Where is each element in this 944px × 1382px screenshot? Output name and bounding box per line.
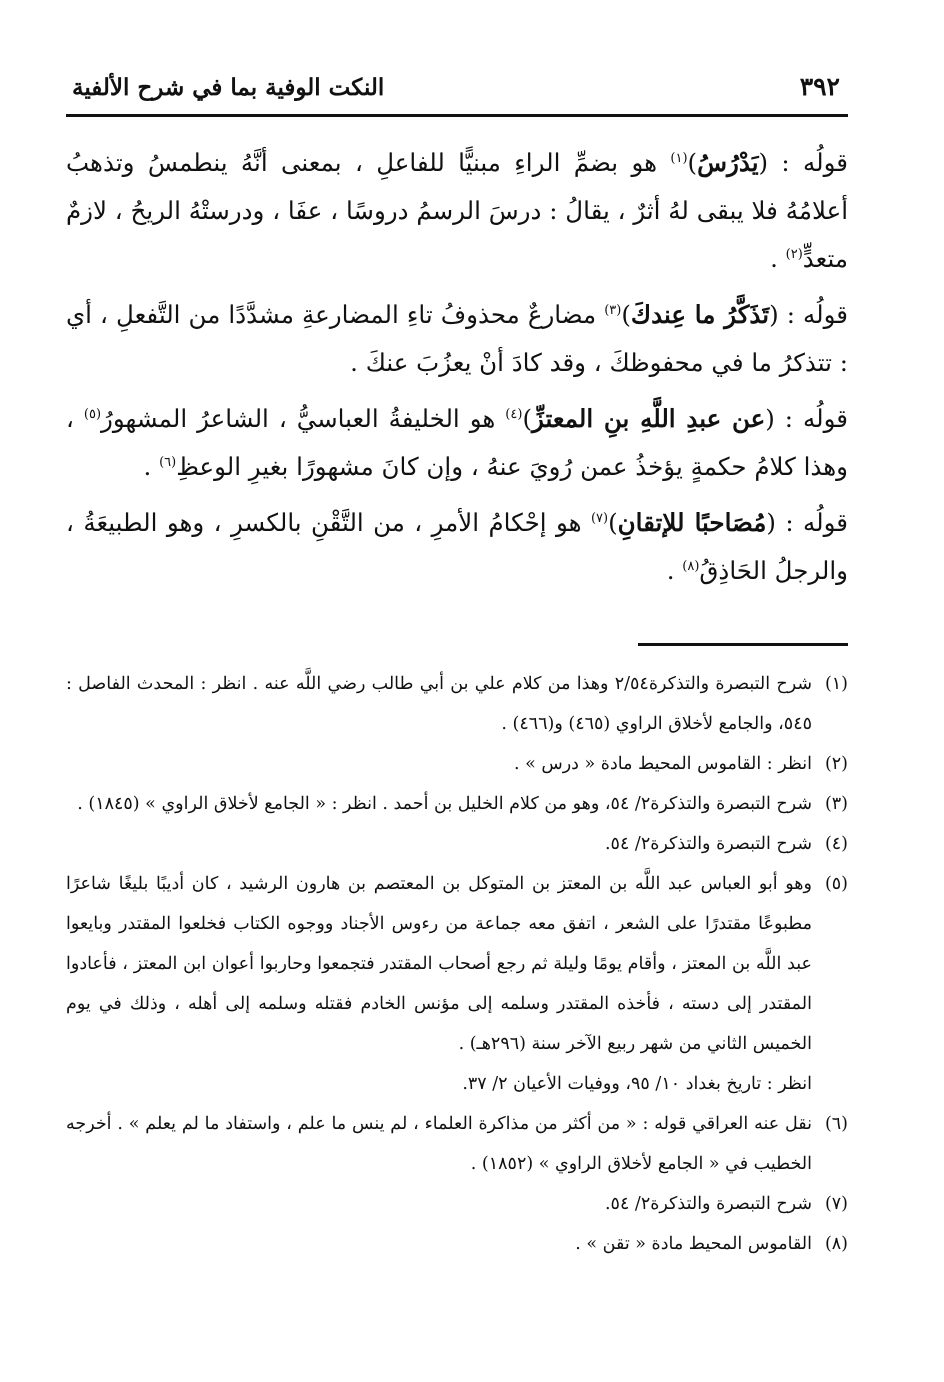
footnote-number: (٢) (824, 754, 848, 774)
commentary-text: مضارعٌ محذوفُ تاءِ المضارعةِ مشدَّدًا من التَّفعلِ ، أي : تتذكرُ ما في محفوظكَ ، وقد كادَ أنْ يعزُبَ عنكَ . (66, 300, 848, 377)
commentary-text: هو إحْكامُ الأمرِ ، من التَّقْنِ بالكسرِ ، وهو الطبيعَةُ ، والرجلُ الحَاذِقُ (66, 508, 848, 585)
footnote-ref[interactable]: (٨) (682, 558, 700, 574)
footnote-number: (٣) (824, 794, 848, 814)
commentary-text: . (666, 556, 683, 585)
lemma: مُصَاحبًا للإتقانِ (617, 508, 767, 537)
footnote-ref[interactable]: (٦) (159, 454, 177, 470)
paragraph-tadhakkar (66, 291, 848, 387)
footnote-number: (٥) (824, 874, 848, 894)
footnotes (66, 664, 848, 1264)
page-number: ٣٩٢ (799, 72, 840, 101)
lemma-intro: قولُه : ( (765, 404, 848, 433)
paragraph-yadrus (66, 139, 848, 283)
footnote-ref[interactable]: (٤) (505, 406, 523, 422)
commentary-text: ، وهذا كلامُ حكمةٍ يؤخذُ عمن رُويَ عنهُ ، وإن كانَ مشهورًا بغيرِ الوعظِ (66, 404, 848, 481)
lemma-intro: قولُه : ( (758, 148, 848, 177)
page-header (66, 62, 848, 117)
footnote-1 (66, 664, 848, 744)
footnote-text: شرح التبصرة والتذكرة٢/ ٥٤، وهو من كلام الخليل بن أحمد . انظر : « الجامع لأخلاق الراوي » (١٨٤٥) . (77, 794, 812, 814)
footnote-ref[interactable]: (٣) (604, 302, 622, 318)
paragraph-itqan (66, 499, 848, 595)
footnote-5 (66, 864, 848, 1064)
footnote-text: نقل عنه العراقي قوله : « من أكثر من مذاكرة العلماء ، لم ينس ما علم ، واستفاد ما لم يعلم » . أخرجه الخطيب في « الجامع لأخلاق الراوي » (١٨٥٢) . (66, 1114, 812, 1174)
commentary-text: . (770, 244, 786, 273)
footnote-number: (٧) (824, 1194, 848, 1214)
footnote-ref[interactable]: (٧) (590, 510, 609, 526)
footnote-number: (٦) (824, 1114, 848, 1134)
footnote-7 (66, 1184, 848, 1224)
footnote-ref[interactable]: (١) (670, 150, 688, 166)
main-text (66, 139, 848, 595)
footnote-4 (66, 824, 848, 864)
footnote-number: (٨) (824, 1234, 848, 1254)
lemma-close: ) (687, 148, 698, 177)
footnote-number: (١) (824, 674, 848, 694)
commentary-text: هو بضمِّ الراءِ مبنيًّا للفاعلِ ، بمعنى أنَّهُ ينطمسُ وتذهبُ أعلامُهُ فلا يبقى لهُ أثرٌ ، يقالُ : درسَ الرسمُ دروسًا ، عفَا ، ودرستْهُ الريحُ ، لازمٌ متعدٍّ (66, 148, 848, 273)
running-title: النكت الوفية بما في شرح الألفية (72, 74, 385, 101)
footnote-ref[interactable]: (٥) (83, 406, 102, 422)
commentary-text: هو الخليفةُ العباسيُّ ، الشاعرُ المشهورُ (101, 404, 506, 433)
footnote-6 (66, 1104, 848, 1184)
footnote-text: شرح التبصرة والتذكرة٢/٥٤ وهذا من كلام علي بن أبي طالب رضي اللَّه عنه . انظر : المحدث الفاصل : ٥٤٥، والجامع لأخلاق الراوي (٤٦٥) و(٤٦٦) . (66, 674, 813, 734)
footnote-ref[interactable]: (٢) (785, 246, 803, 262)
lemma-close: ) (522, 404, 532, 433)
lemma: تَذَكَّرُ ما عِندكَ (630, 300, 770, 329)
lemma-close: ) (608, 508, 618, 537)
paragraph-ibn-mutazz (66, 395, 848, 491)
lemma-intro: قولُه : ( (766, 508, 849, 537)
commentary-text: . (143, 452, 160, 481)
footnote-text: وهو أبو العباس عبد اللَّه بن المعتز بن المتوكل بن المعتصم بن هارون الرشيد ، كان أديبًا بليغًا شاعرًا مطبوعًا مقتدرًا على الشعر ، اتفق معه جماعة من رءوس الأجناد ووجوه الكتاب فخلعوا المقتدر وبايعوا عبد اللَّه بن المعتز ، وأقام يومًا وليلة ثم رجع أصحاب المقتدر فتجمعوا وحاربوا أعوان ابن المعتز ، فأعادوا المقتدر إلى دسته ، فأخذه المقتدر وسلمه إلى مؤنس الخادم فقتله وسلمه إلى أهله ، وذلك في يوم الخميس الثاني من شهر ربيع الآخر سنة (٢٩٦هـ) . (66, 874, 812, 1054)
footnote-number: (٤) (824, 834, 848, 854)
footnote-text: شرح التبصرة والتذكرة٢/ ٥٤. (604, 1194, 812, 1214)
lemma: عن عبدِ اللَّهِ بنِ المعتزِّ (532, 404, 766, 433)
footnote-5-source: انظر : تاريخ بغداد ١٠/ ٩٥، ووفيات الأعيان ٢/ ٣٧. (462, 1074, 812, 1094)
footnote-3 (66, 784, 848, 824)
lemma-intro: قولُه : ( (769, 300, 848, 329)
footnote-divider (638, 643, 848, 646)
lemma: يَدْرُسُ (697, 148, 759, 177)
footnote-text: شرح التبصرة والتذكرة٢/ ٥٤. (604, 834, 812, 854)
footnote-text: انظر : القاموس المحيط مادة « درس » . (513, 754, 812, 774)
book-page (66, 62, 848, 1362)
lemma-close: ) (621, 300, 631, 329)
footnote-8 (66, 1224, 848, 1264)
footnote-2 (66, 744, 848, 784)
footnote-text: القاموس المحيط مادة « تقن » . (575, 1234, 812, 1254)
